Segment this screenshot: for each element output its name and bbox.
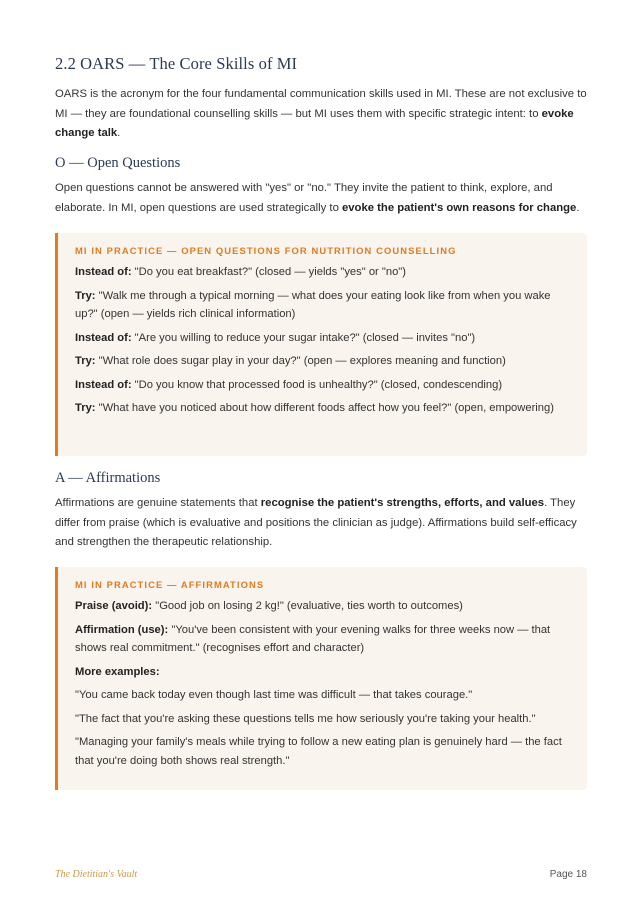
intro-paragraph (55, 85, 587, 144)
callout-label: More examples: (75, 665, 160, 678)
affirmations-bold: recognise the patient's strengths, efforts, and values (260, 497, 545, 509)
open-questions-text: Open questions cannot be answered with "yes" or "no." They invite the patient to think, explore, and elaborate. In MI, open questions are used strategically to (55, 182, 553, 214)
callout-example: "You came back today even though last time was difficult — that takes courage." (75, 689, 473, 701)
callout-line (75, 287, 571, 324)
page-number: Page 18 (549, 869, 587, 880)
callout-label: Instead of: (75, 331, 132, 344)
callout-line (75, 263, 571, 282)
callout-line (75, 399, 571, 418)
callout-line (75, 621, 571, 658)
intro-end: . (117, 127, 121, 139)
callout-title: MI IN PRACTICE — OPEN QUESTIONS FOR NUTRITION COUNSELLING (75, 245, 457, 256)
callout-label: Praise (avoid): (75, 600, 153, 612)
callout-label: Affirmation (use): (75, 623, 169, 636)
callout-text: "Good job on losing 2 kg!" (evaluative, ties worth to outcomes) (152, 600, 463, 612)
open-questions-heading: O — Open Questions (55, 155, 181, 171)
callout-line (75, 329, 571, 348)
callout-title: MI IN PRACTICE — AFFIRMATIONS (75, 579, 265, 590)
callout-text: "You've been consistent with your evening walks for three weeks now — that shows real commitment." (recognises effort and character) (75, 623, 551, 654)
open-questions-end: . (576, 201, 580, 214)
affirmations-callout (55, 567, 587, 790)
intro-text: OARS is the acronym for the four fundamental communication skills used in MI. These are not exclusive to MI — they are foundational counselling skills — but MI uses them with specific strategic intent: to (55, 88, 587, 120)
open-questions-callout (55, 233, 587, 456)
callout-line (75, 376, 571, 395)
affirmations-text: Affirmations are genuine statements that (55, 497, 261, 509)
affirmations-paragraph (55, 494, 587, 553)
callout-text: "Walk me through a typical morning — what does your eating look like from when you wake up?" (open — yields rich clinical information) (75, 289, 551, 320)
open-questions-bold: evoke the patient's own reasons for change (341, 201, 577, 214)
callout-example: "Managing your family's meals while trying to follow a new eating plan is genuinely hard — the fact that you're doing both shows real strength." (75, 736, 562, 767)
intro-bold: evoke change talk (55, 107, 574, 139)
callout-text: "Are you willing to reduce your sugar intake?" (closed — invites "no") (131, 331, 476, 344)
callout-line (75, 352, 571, 371)
callout-text: "What role does sugar play in your day?" (open — explores meaning and function) (95, 355, 506, 367)
callout-label: Try: (75, 355, 96, 367)
affirmations-end: . They differ from praise (which is evaluative and positions the clinician as judge). Affirmations build self-efficacy and strengthen the therapeutic relationship. (55, 497, 577, 548)
callout-line (75, 597, 571, 616)
callout-label: Try: (75, 402, 96, 414)
callout-example: "The fact that you're asking these questions tells me how seriously you're taking your health." (75, 712, 536, 725)
callout-line (75, 663, 571, 682)
callout-label: Instead of: (75, 266, 132, 278)
callout-label: Instead of: (75, 378, 132, 391)
open-questions-paragraph (55, 179, 587, 218)
callout-label: Try: (75, 289, 96, 302)
callout-text: "Do you know that processed food is unhealthy?" (closed, condescending) (131, 378, 503, 391)
affirmations-heading: A — Affirmations (55, 470, 161, 486)
callout-text: "What have you noticed about how different foods affect how you feel?" (open, empowering) (95, 402, 554, 414)
callout-text: "Do you eat breakfast?" (closed — yields "yes" or "no") (131, 266, 406, 278)
footer-brand: The Dietitian's Vault (55, 869, 138, 880)
section-title: 2.2 OARS — The Core Skills of MI (55, 54, 298, 73)
